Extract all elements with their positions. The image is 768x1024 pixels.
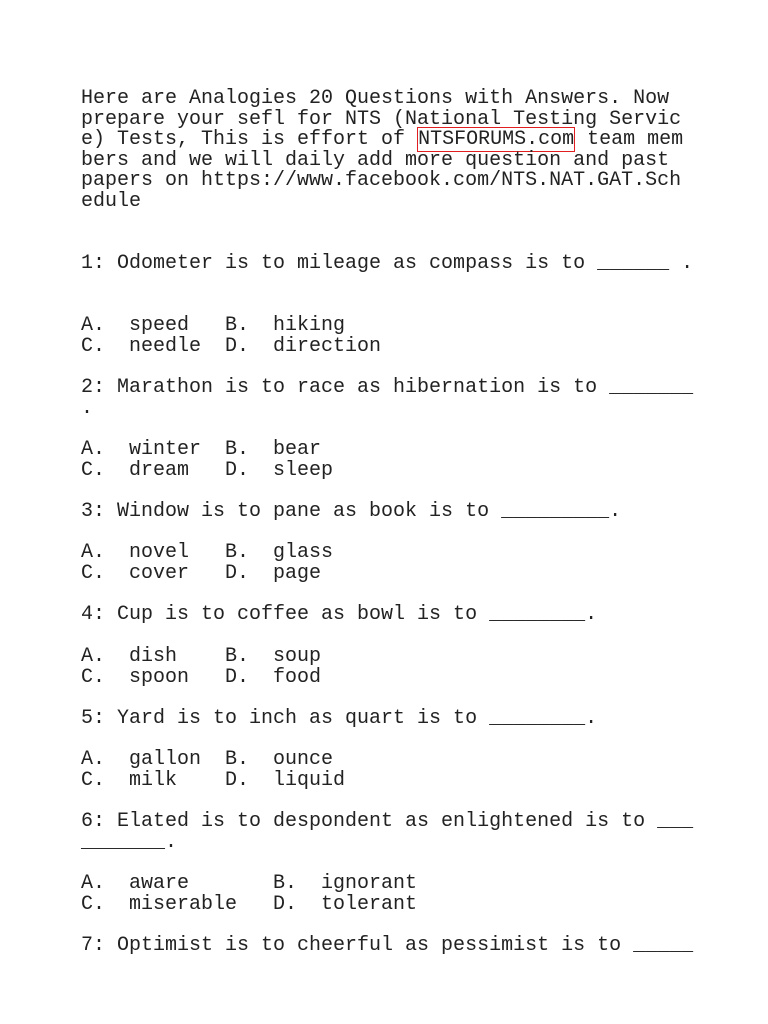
question-text: 2: Marathon is to race as hibernation is to _______ <box>81 376 694 399</box>
question-text: 3: Window is to pane as book is to _________. <box>81 500 622 523</box>
option-c[interactable]: C. spoon <box>81 665 190 689</box>
option-a[interactable]: A. gallon <box>81 748 202 771</box>
question-text: 1: Odometer is to mileage as compass is to ______ . <box>81 252 694 275</box>
options-2 <box>81 440 333 481</box>
ntsforums-link[interactable]: NTSFORUMS.com <box>418 128 575 152</box>
option-c[interactable]: C. dream <box>81 458 190 482</box>
question-2 <box>81 378 693 419</box>
option-a[interactable]: A. aware <box>81 872 190 895</box>
option-row <box>81 892 418 916</box>
option-a[interactable]: A. winter <box>81 438 202 461</box>
option-row <box>81 874 417 895</box>
option-row <box>81 561 333 585</box>
option-b[interactable]: B. ignorant <box>273 872 418 895</box>
question-5 <box>81 709 597 730</box>
question-text: 6: Elated is to despondent as enlightened is to ___ <box>81 810 694 833</box>
option-b[interactable]: B. bear <box>225 438 322 461</box>
option-b[interactable]: B. ounce <box>225 748 334 771</box>
option-c[interactable]: C. miserable <box>81 892 238 916</box>
options-5 <box>81 750 345 791</box>
options-4 <box>81 647 321 688</box>
option-b[interactable]: B. soup <box>225 645 322 668</box>
option-row <box>81 750 345 771</box>
option-row <box>81 543 333 564</box>
option-c[interactable]: C. milk <box>81 768 178 792</box>
question-7 <box>81 936 693 957</box>
question-text: 7: Optimist is to cheerful as pessimist is to _____ <box>81 934 694 957</box>
option-row <box>81 458 334 482</box>
question-6 <box>81 812 693 853</box>
question-text: 5: Yard is to inch as quart is to ________. <box>81 707 598 730</box>
option-c[interactable]: C. cover <box>81 561 190 585</box>
options-1 <box>81 316 381 357</box>
option-a[interactable]: A. speed <box>81 314 190 337</box>
option-b[interactable]: B. hiking <box>225 314 346 337</box>
options-3 <box>81 543 333 584</box>
option-row <box>81 768 346 792</box>
question-4 <box>81 605 597 626</box>
option-row <box>81 440 333 461</box>
option-d[interactable]: D. direction <box>225 334 382 358</box>
intro-line: prepare your sefl for NTS (National Testing Servic <box>81 107 682 131</box>
option-row <box>81 334 382 358</box>
option-d[interactable]: D. food <box>225 665 322 689</box>
question-text-cont: _______. <box>81 830 178 854</box>
question-text: 4: Cup is to coffee as bowl is to ________. <box>81 603 598 626</box>
option-d[interactable]: D. tolerant <box>273 892 418 916</box>
intro-line: Here are Analogies 20 Questions with Answers. Now <box>81 87 670 110</box>
intro-line: papers on https://www.facebook.com/NTS.NAT.GAT.Sch <box>81 169 682 193</box>
option-row <box>81 647 321 668</box>
intro-line: bers and we will daily add more question and past <box>81 148 670 172</box>
question-text-cont: . <box>81 396 94 420</box>
option-a[interactable]: A. dish <box>81 645 178 668</box>
option-b[interactable]: B. glass <box>225 541 334 564</box>
intro-line: team mem <box>575 128 684 152</box>
options-6 <box>81 874 417 915</box>
intro-line: edule <box>81 189 142 213</box>
intro-paragraph <box>81 89 701 213</box>
option-c[interactable]: C. needle <box>81 334 202 358</box>
question-3 <box>81 502 621 523</box>
option-a[interactable]: A. novel <box>81 541 190 564</box>
option-d[interactable]: D. liquid <box>225 768 346 792</box>
option-d[interactable]: D. page <box>225 561 322 585</box>
option-row <box>81 665 322 689</box>
option-d[interactable]: D. sleep <box>225 458 334 482</box>
intro-line: e) Tests, This is effort of <box>81 128 418 152</box>
option-row <box>81 316 381 337</box>
question-1 <box>81 254 693 275</box>
